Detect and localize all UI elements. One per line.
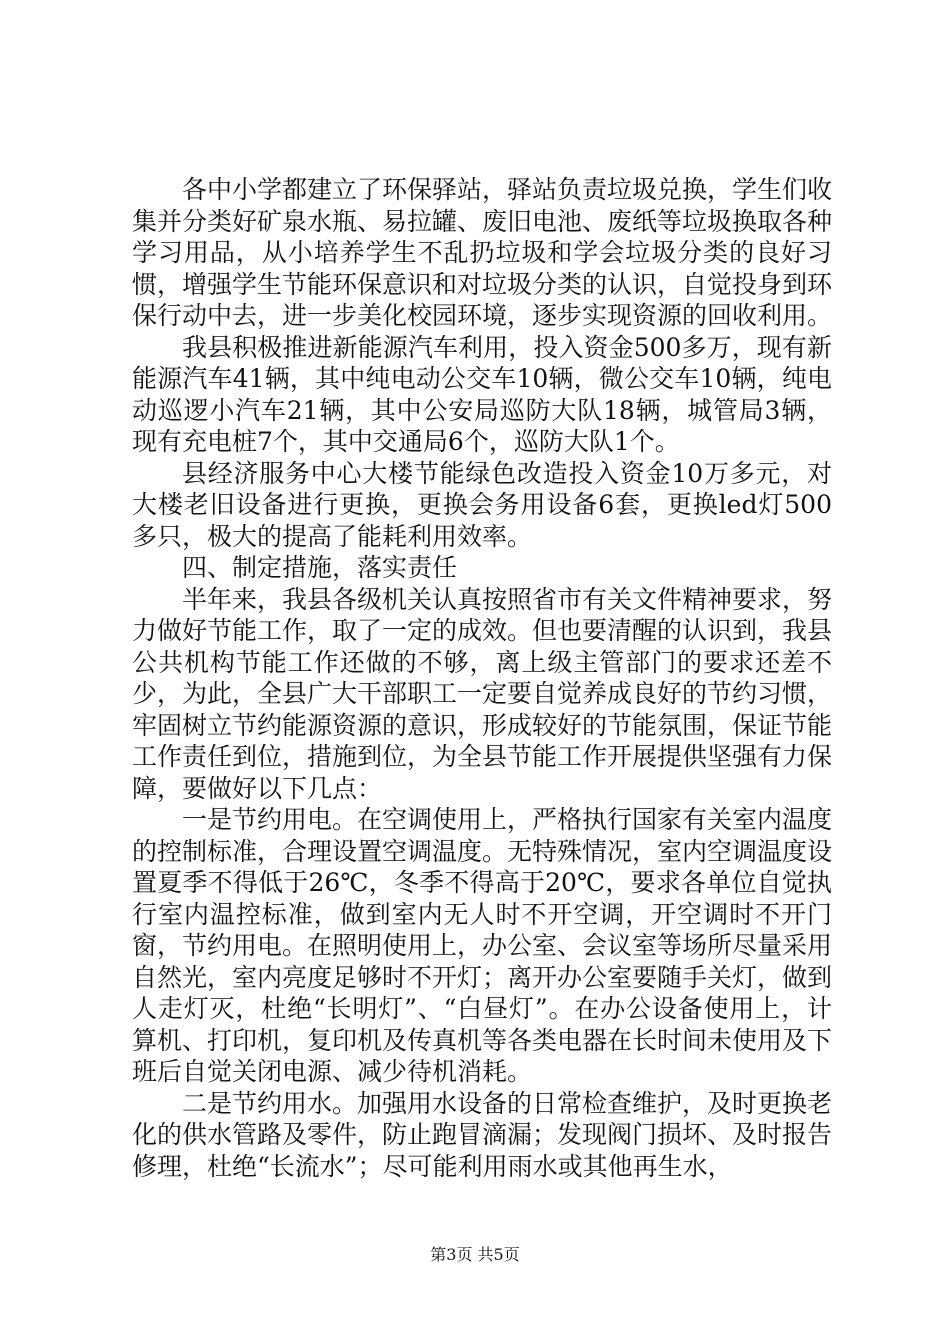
paragraph-half-year-summary: 半年来，我县各级机关认真按照省市有关文件精神要求，努力做好节能工作，取了一定的成效。但也要清醒的认识到，我县公共机构节能工作还做的不够，离上级主管部门的要求还差不少，为此，全县广大干部职工一定要自觉养成良好的节约习惯，牢固树立节约能源资源的意识，形成较好的节能氛围，保证节能工作责任到位，措施到位，为全县节能工作开展提供坚强有力保障，要做好以下几点： — [132, 584, 833, 803]
paragraph-save-water: 二是节约用水。加强用水设备的日常检查维护，及时更换老化的供水管路及零件，防止跑冒滴漏；发现阀门损坏、及时报告修理，杜绝“长流水”；尽可能利用雨水或其他再生水， — [132, 1088, 833, 1181]
paragraph-new-energy-vehicles: 我县积极推进新能源汽车利用，投入资金500多万，现有新能源汽车41辆，其中纯电动公交车10辆，微公交车10辆，纯电动巡逻小汽车21辆，其中公安局巡防大队18辆，城管局3辆，现有充电桩7个，其中交通局6个，巡防大队1个。 — [132, 332, 832, 456]
section-heading: 四、制定措施，落实责任 — [182, 553, 458, 582]
paragraph-building-retrofit: 县经济服务中心大楼节能绿色改造投入资金10万多元，对大楼老旧设备进行更换，更换会务用设备6套，更换led灯500多只，极大的提高了能耗利用效率。 — [132, 458, 832, 551]
page-number-footer: 第3页 共5页 — [430, 1245, 520, 1264]
paragraph-eco-station: 各中小学都建立了环保驿站，驿站负责垃圾兑换，学生们收集并分类好矿泉水瓶、易拉罐、废旧电池、废纸等垃圾换取各种学习用品，从小培养学生不乱扔垃圾和学会垃圾分类的良好习惯，增强学生节能环保意识和对垃圾分类的认识，自觉投身到环保行动中去，进一步美化校园环境，逐步实现资源的回收利用。 — [132, 175, 833, 330]
paragraph-save-electricity: 一是节约用电。在空调使用上，严格执行国家有关室内温度的控制标准，合理设置空调温度。无特殊情况，室内空调温度设置夏季不得低于26℃，冬季不得高于20℃，要求各单位自觉执行室内温控标准，做到室内无人时不开空调，开空调时不开门窗，节约用电。在照明使用上，办公室、会议室等场所尽量采用自然光，室内亮度足够时不开灯；离开办公室要随手关灯，做到人走灯灭，杜绝“长明灯”、“白昼灯”。在办公设备使用上，计算机、打印机，复印机及传真机等各类电器在长时间未使用及下班后自觉关闭电源、减少待机消耗。 — [132, 805, 833, 1086]
document-body — [132, 174, 832, 1182]
